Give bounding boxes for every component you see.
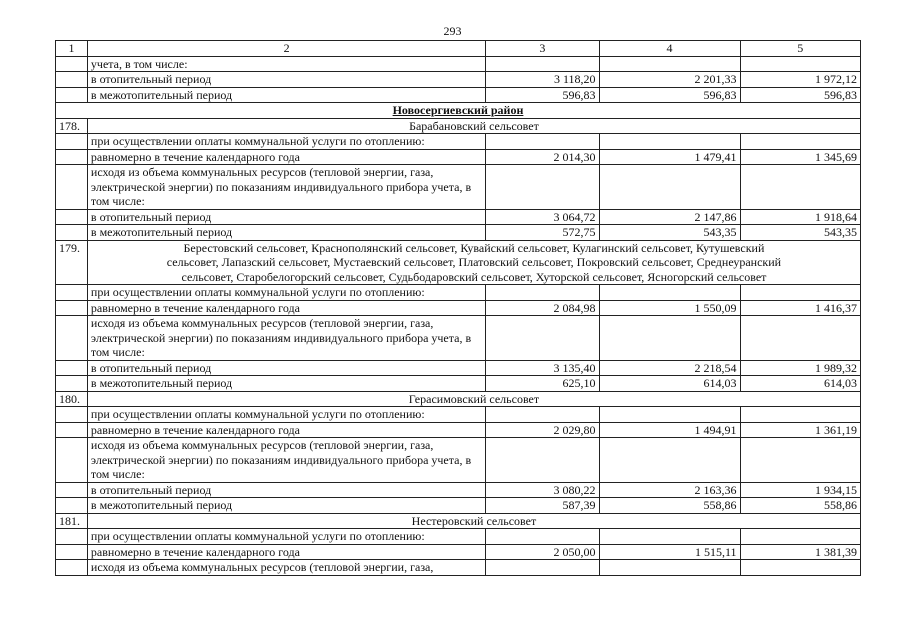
row-number-cell: [56, 544, 88, 560]
table-row: [56, 134, 861, 150]
row-description: равномерно в течение календарного года: [87, 149, 485, 165]
table-row: [56, 316, 861, 361]
row-number-cell: [56, 72, 88, 88]
row-number-cell: [56, 407, 88, 423]
value-col-4: 2 147,86: [599, 209, 740, 225]
table-row: [56, 498, 861, 514]
value-col-3: 3 064,72: [486, 209, 599, 225]
value-col-5: 596,83: [740, 87, 860, 103]
value-col-3: 3 135,40: [486, 360, 599, 376]
value-col-3: [486, 134, 599, 150]
header-cell: 4: [599, 41, 740, 57]
table-row: [56, 149, 861, 165]
row-number-cell: [56, 498, 88, 514]
table-row: [56, 560, 861, 576]
value-col-5: 543,35: [740, 225, 860, 241]
value-col-4: [599, 134, 740, 150]
row-description: в отопительный период: [87, 360, 485, 376]
row-description: при осуществлении оплаты коммунальной услуги по отоплению:: [87, 134, 485, 150]
row-description: равномерно в течение календарного года: [87, 422, 485, 438]
row-number: 179.: [56, 240, 88, 285]
value-col-4: 2 218,54: [599, 360, 740, 376]
value-col-4: [599, 56, 740, 72]
value-col-3: [486, 438, 599, 483]
table-row: [56, 300, 861, 316]
table-row: [56, 165, 861, 210]
value-col-4: [599, 560, 740, 576]
table-row: [56, 376, 861, 392]
row-number-cell: [56, 225, 88, 241]
settlement-name: Барабановский сельсовет: [87, 118, 860, 134]
header-cell: 5: [740, 41, 860, 57]
value-col-5: 1 381,39: [740, 544, 860, 560]
settlement-name: Герасимовский сельсовет: [87, 391, 860, 407]
table-row: [56, 422, 861, 438]
district-title: Новосергиевский район: [56, 103, 861, 119]
row-number-cell: [56, 56, 88, 72]
value-col-5: 1 918,64: [740, 209, 860, 225]
row-description: в отопительный период: [87, 72, 485, 88]
value-col-5: 1 416,37: [740, 300, 860, 316]
table-row: [56, 360, 861, 376]
value-col-4: 2 201,33: [599, 72, 740, 88]
table-row: [56, 285, 861, 301]
table-row: [56, 209, 861, 225]
value-col-5: 558,86: [740, 498, 860, 514]
row-number-cell: [56, 560, 88, 576]
value-col-3: 596,83: [486, 87, 599, 103]
value-col-4: 614,03: [599, 376, 740, 392]
value-col-5: [740, 56, 860, 72]
value-col-3: 2 029,80: [486, 422, 599, 438]
value-col-4: [599, 438, 740, 483]
row-number-cell: [56, 285, 88, 301]
value-col-3: 3 118,20: [486, 72, 599, 88]
value-col-4: 558,86: [599, 498, 740, 514]
page-number: 293: [443, 24, 462, 38]
value-col-3: [486, 56, 599, 72]
value-col-3: [486, 316, 599, 361]
section-row: [56, 513, 861, 529]
value-col-4: 1 515,11: [599, 544, 740, 560]
value-col-5: 1 345,69: [740, 149, 860, 165]
value-col-5: [740, 407, 860, 423]
value-col-3: [486, 560, 599, 576]
row-description: равномерно в течение календарного года: [87, 300, 485, 316]
table-row: [56, 72, 861, 88]
row-description: в межотопительный период: [87, 376, 485, 392]
value-col-4: 596,83: [599, 87, 740, 103]
row-number-cell: [56, 529, 88, 545]
value-col-4: 1 494,91: [599, 422, 740, 438]
settlement-name: Нестеровский сельсовет: [87, 513, 860, 529]
value-col-5: [740, 438, 860, 483]
row-description: в отопительный период: [87, 209, 485, 225]
row-number-cell: [56, 360, 88, 376]
row-number-cell: [56, 134, 88, 150]
row-description: в межотопительный период: [87, 498, 485, 514]
section-row: [56, 391, 861, 407]
table-body: [56, 56, 861, 575]
value-col-4: [599, 165, 740, 210]
row-number-cell: [56, 87, 88, 103]
row-description: равномерно в течение календарного года: [87, 544, 485, 560]
row-number: 178.: [56, 118, 88, 134]
value-col-3: [486, 407, 599, 423]
row-number-cell: [56, 422, 88, 438]
value-col-5: [740, 529, 860, 545]
row-description: в межотопительный период: [87, 225, 485, 241]
row-description: при осуществлении оплаты коммунальной услуги по отоплению:: [87, 407, 485, 423]
value-col-5: [740, 560, 860, 576]
value-col-3: [486, 529, 599, 545]
value-col-3: 2 084,98: [486, 300, 599, 316]
table-row: [56, 56, 861, 72]
value-col-4: 1 550,09: [599, 300, 740, 316]
value-col-5: 1 989,32: [740, 360, 860, 376]
row-description: в отопительный период: [87, 482, 485, 498]
value-col-3: 2 014,30: [486, 149, 599, 165]
row-description: при осуществлении оплаты коммунальной услуги по отоплению:: [87, 285, 485, 301]
tariff-table: [55, 40, 861, 576]
district-row: [56, 103, 861, 119]
value-col-4: [599, 407, 740, 423]
table-row: [56, 407, 861, 423]
table-header-row: [56, 41, 861, 57]
value-col-5: [740, 285, 860, 301]
value-col-4: [599, 316, 740, 361]
header-cell: 3: [486, 41, 599, 57]
value-col-3: 625,10: [486, 376, 599, 392]
row-description: исходя из объема коммунальных ресурсов (тепловой энергии, газа,: [87, 560, 485, 576]
value-col-3: [486, 285, 599, 301]
value-col-5: 1 361,19: [740, 422, 860, 438]
row-number-cell: [56, 376, 88, 392]
value-col-4: [599, 529, 740, 545]
value-col-5: [740, 316, 860, 361]
row-number-cell: [56, 209, 88, 225]
value-col-4: [599, 285, 740, 301]
section-row: [56, 240, 861, 285]
row-number: 181.: [56, 513, 88, 529]
table-row: [56, 529, 861, 545]
row-description: учета, в том числе:: [87, 56, 485, 72]
row-number-cell: [56, 438, 88, 483]
value-col-5: 1 934,15: [740, 482, 860, 498]
row-number-cell: [56, 316, 88, 361]
value-col-4: 1 479,41: [599, 149, 740, 165]
row-description: при осуществлении оплаты коммунальной услуги по отоплению:: [87, 529, 485, 545]
row-number-cell: [56, 149, 88, 165]
table-row: [56, 87, 861, 103]
table-row: [56, 225, 861, 241]
value-col-3: 3 080,22: [486, 482, 599, 498]
value-col-4: 543,35: [599, 225, 740, 241]
row-description: исходя из объема коммунальных ресурсов (тепловой энергии, газа, электрической энергии) по показаниям индивидуального прибора учета, в том числе:: [87, 316, 485, 361]
table-row: [56, 544, 861, 560]
table-row: [56, 438, 861, 483]
value-col-5: 1 972,12: [740, 72, 860, 88]
value-col-4: 2 163,36: [599, 482, 740, 498]
row-number-cell: [56, 300, 88, 316]
row-description: исходя из объема коммунальных ресурсов (тепловой энергии, газа, электрической энергии) по показаниям индивидуального прибора учета, в том числе:: [87, 438, 485, 483]
value-col-3: 587,39: [486, 498, 599, 514]
row-number-cell: [56, 482, 88, 498]
value-col-3: [486, 165, 599, 210]
value-col-5: [740, 134, 860, 150]
value-col-3: 2 050,00: [486, 544, 599, 560]
value-col-5: [740, 165, 860, 210]
table-row: [56, 482, 861, 498]
header-cell: 2: [87, 41, 485, 57]
value-col-5: 614,03: [740, 376, 860, 392]
header-cell: 1: [56, 41, 88, 57]
section-row: [56, 118, 861, 134]
settlement-name: Берестовский сельсовет, Краснополянский сельсовет, Кувайский сельсовет, Кулагинский сельсовет, Кутушевский сельсовет, Лапазский сельсовет, Мустаевский сельсовет, Платовский сельсовет, Покровский сельсовет, Среднеуранский сельсовет, Старобелогорский сельсовет, Судьбодаровский сельсовет, Хуторской сельсовет, Ясногорский сельсовет: [87, 240, 860, 285]
row-number-cell: [56, 165, 88, 210]
row-description: исходя из объема коммунальных ресурсов (тепловой энергии, газа, электрической энергии) по показаниям индивидуального прибора учета, в том числе:: [87, 165, 485, 210]
value-col-3: 572,75: [486, 225, 599, 241]
row-number: 180.: [56, 391, 88, 407]
row-description: в межотопительный период: [87, 87, 485, 103]
